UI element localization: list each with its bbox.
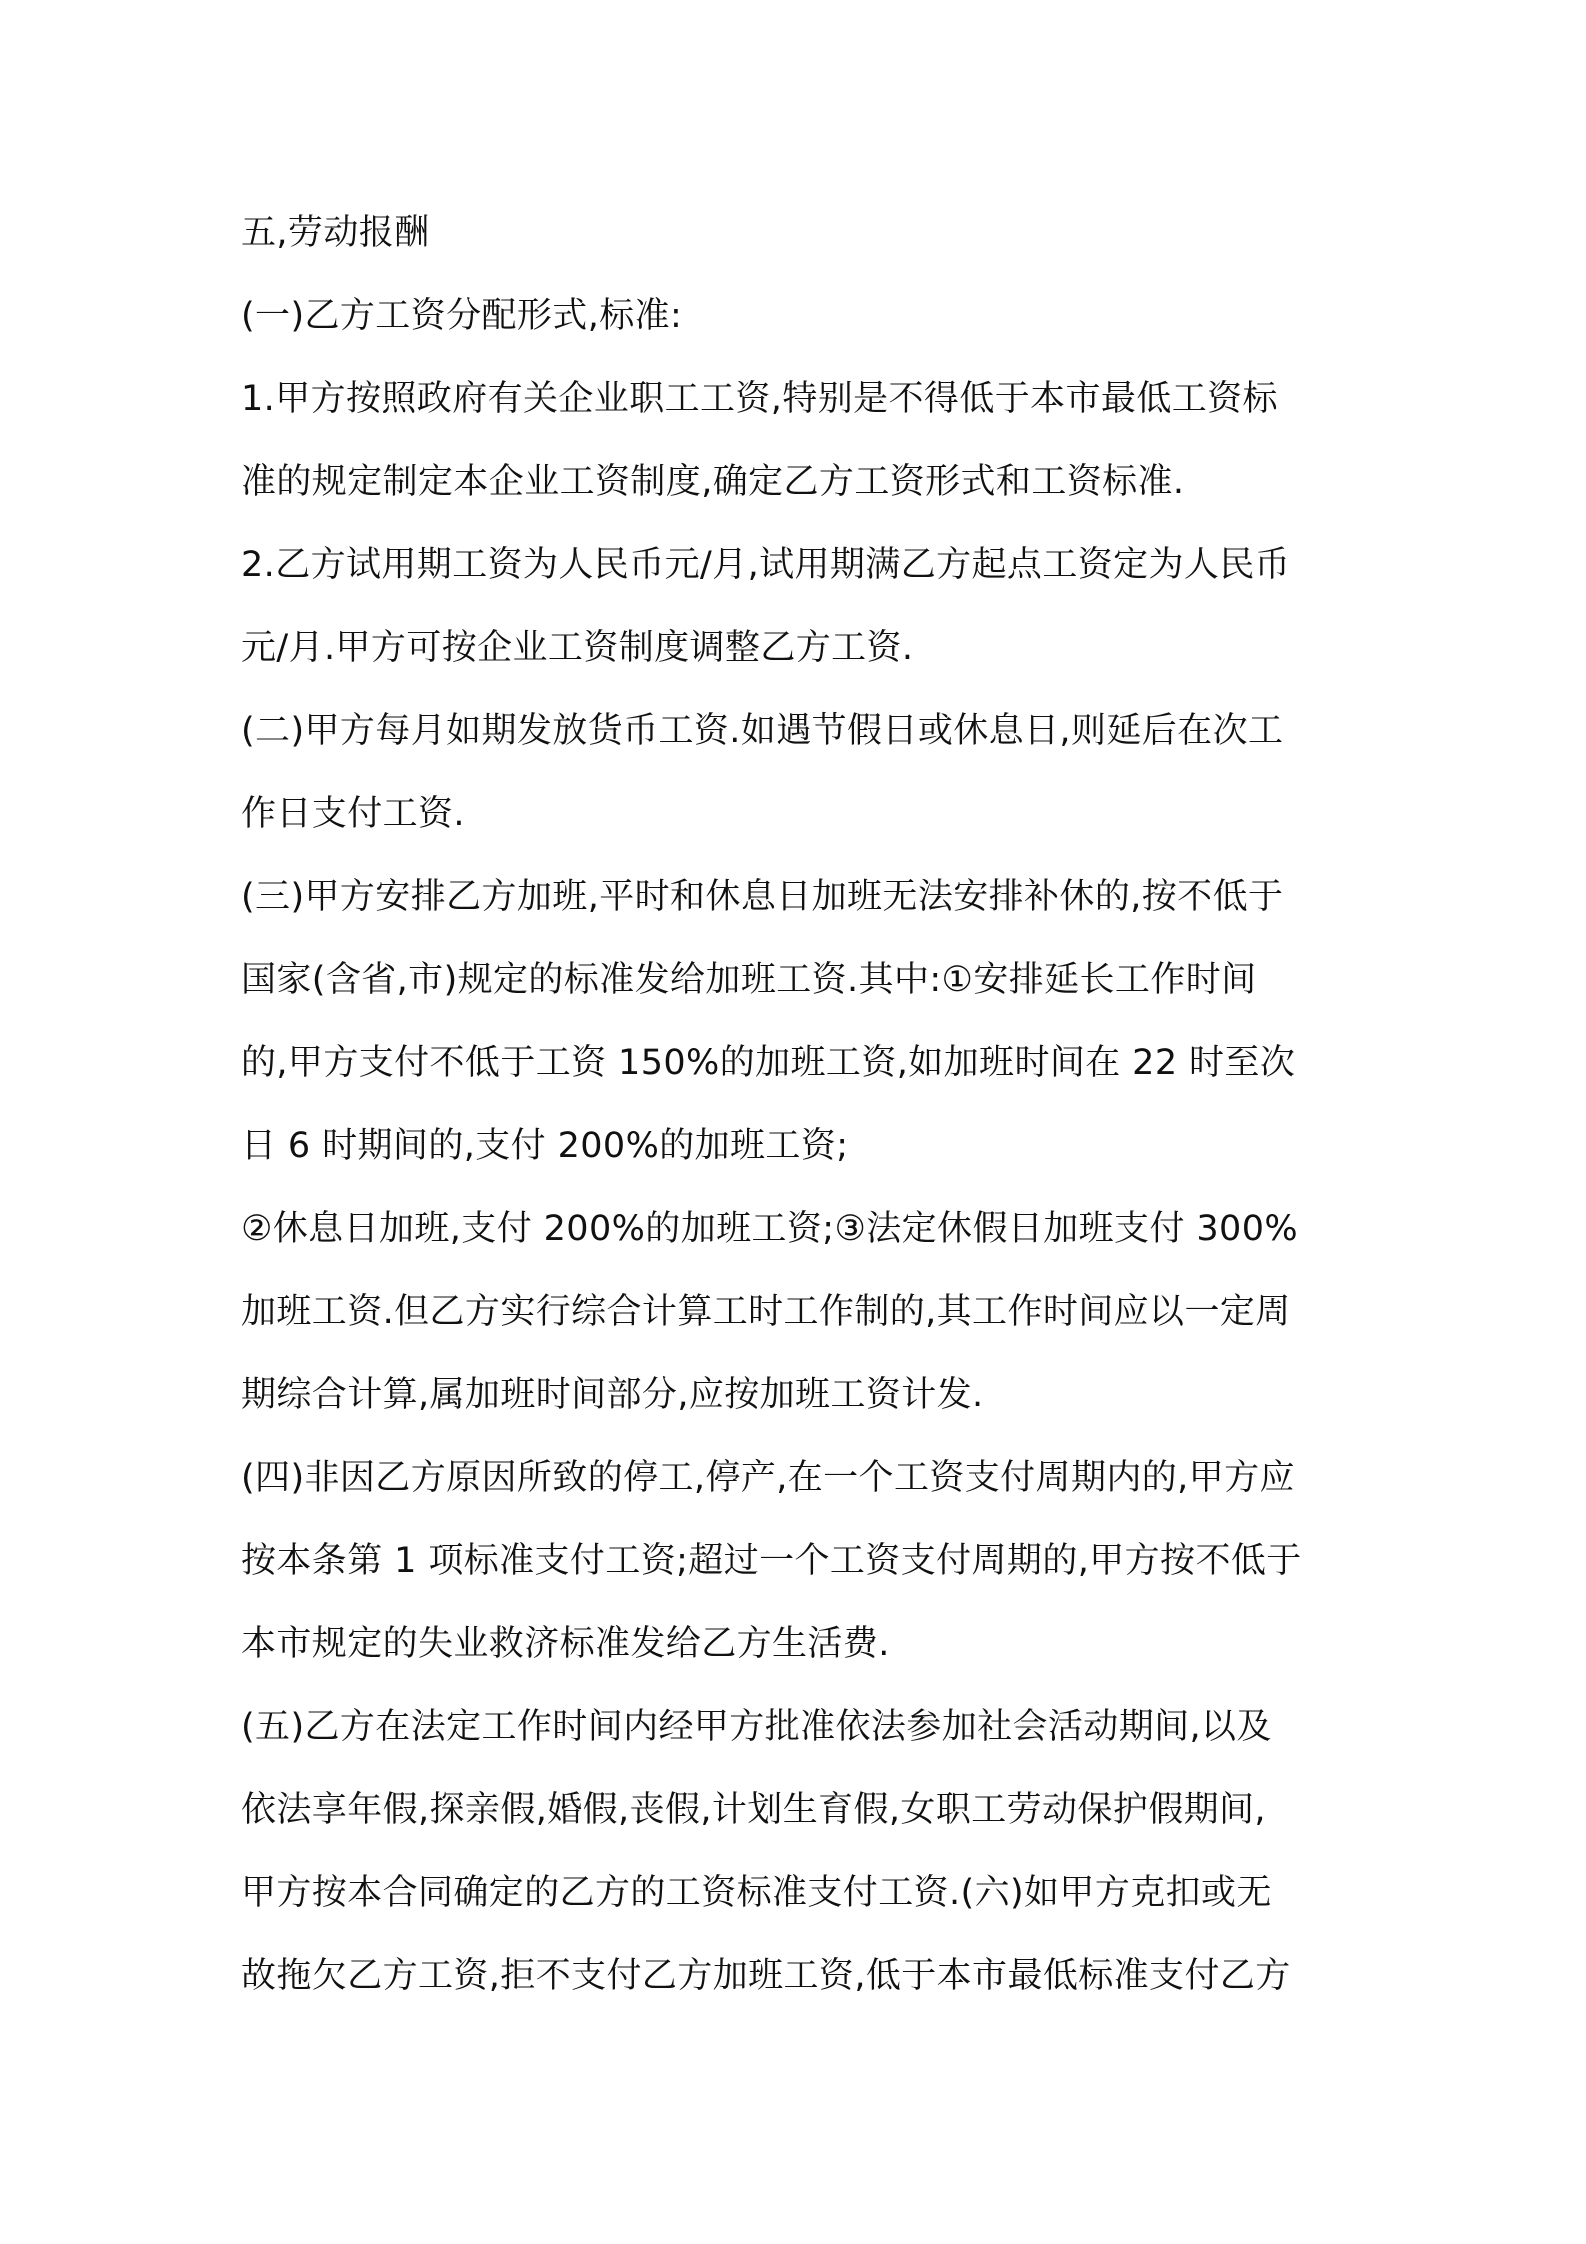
text-line: 国家(含省,市)规定的标准发给加班工资.其中:①安排延长工作时间 xyxy=(241,960,1257,1000)
text-line: (五)乙方在法定工作时间内经甲方批准依法参加社会活动期间,以及 xyxy=(241,1707,1272,1747)
section-heading: 五,劳动报酬 xyxy=(241,213,430,253)
text-line: 加班工资.但乙方实行综合计算工时工作制的,其工作时间应以一定周 xyxy=(241,1292,1291,1332)
text-line: 本市规定的失业救济标准发给乙方生活费. xyxy=(241,1624,890,1664)
text-line: 甲方按本合同确定的乙方的工资标准支付工资.(六)如甲方克扣或无 xyxy=(241,1873,1272,1913)
text-line: ②休息日加班,支付 200%的加班工资;③法定休假日加班支付 300% xyxy=(241,1209,1299,1249)
text-line: (三)甲方安排乙方加班,平时和休息日加班无法安排补休的,按不低于 xyxy=(241,877,1284,917)
text-line: 依法享年假,探亲假,婚假,丧假,计划生育假,女职工劳动保护假期间, xyxy=(241,1790,1266,1830)
text-line: (四)非因乙方原因所致的停工,停产,在一个工资支付周期内的,甲方应 xyxy=(241,1458,1295,1498)
text-line: 1.甲方按照政府有关企业职工工资,特别是不得低于本市最低工资标 xyxy=(241,379,1278,419)
text-line: 元/月.甲方可按企业工资制度调整乙方工资. xyxy=(241,628,914,668)
document-body xyxy=(241,192,1371,2018)
text-line: 日 6 时期间的,支付 200%的加班工资; xyxy=(241,1126,849,1166)
text-line: 的,甲方支付不低于工资 150%的加班工资,如加班时间在 22 时至次 xyxy=(241,1043,1296,1083)
subsection-heading: (一)乙方工资分配形式,标准: xyxy=(241,296,683,336)
text-line: 按本条第 1 项标准支付工资;超过一个工资支付周期的,甲方按不低于 xyxy=(241,1541,1302,1581)
text-line: 期综合计算,属加班时间部分,应按加班工资计发. xyxy=(241,1375,984,1415)
text-line: (二)甲方每月如期发放货币工资.如遇节假日或休息日,则延后在次工 xyxy=(241,711,1284,751)
text-line: 2.乙方试用期工资为人民币元/月,试用期满乙方起点工资定为人民币 xyxy=(241,545,1291,585)
text-line: 故拖欠乙方工资,拒不支付乙方加班工资,低于本市最低标准支付乙方 xyxy=(241,1956,1291,1996)
text-line: 作日支付工资. xyxy=(241,794,465,834)
text-line: 准的规定制定本企业工资制度,确定乙方工资形式和工资标准. xyxy=(241,462,1185,502)
